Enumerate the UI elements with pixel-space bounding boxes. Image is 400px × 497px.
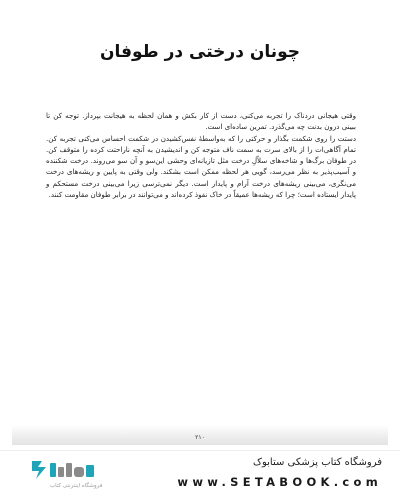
watermark-footer <box>0 450 400 497</box>
shop-url[interactable]: www.SETABOOK.com <box>177 475 382 489</box>
book-page <box>12 0 388 450</box>
paragraph-2: دستت را روی شکمت بگذار و حرکتی را که به‌واسطهٔ نفس‌کشیدن در شکمت احساس می‌کنی تجربه کن. تمام آگاهی‌ات را از بالای سرت به سمت ناف متوجه کن و اندیشیدن به آنچه ناراحتت کرده را متوقف کن. در طوفان برگ‌ها و شاخه‌های سلاّلِ درخت مثل تازیانه‌ای وحشی این‌سو و آن سو می‌روند. درخت شکننده و آسیب‌پذیر به نظر می‌رسد، گویی هر لحظه ممکن است بشکند. ولی وقتی به پایین و ریشه‌های درخت می‌نگری، می‌بینی ریشه‌های درخت آرام و پایدار است. دیگر نمی‌ترسی زیرا می‌بینی درخت مستحکم و پایدار ایستاده است؛ چرا که ریشه‌ها عمیقاً در خاک نفوذ کرده‌اند و می‌توانند در برابر طوفان مقاومت کنند. <box>46 134 356 199</box>
shop-name: فروشگاه کتاب پزشکی ستابوک <box>253 457 382 468</box>
page-number: ۲۱۰ <box>195 434 205 441</box>
setabook-logo <box>28 457 116 491</box>
paragraph-1: وقتی هیجانی دردناک را تجربه می‌کنی، دست از کار بکش و همان لحظه به هیجانت بپرداز. توجه کن تا ببینی درون بدنت چه می‌گذرد. تمرین ساده‌ای است. <box>46 111 356 132</box>
logo-tagline: فروشگاه اینترنتی کتاب <box>50 483 103 489</box>
logo-teal-mark <box>32 461 46 479</box>
body-text <box>46 110 356 201</box>
page-title: چونان درختی در طوفان <box>99 42 301 62</box>
